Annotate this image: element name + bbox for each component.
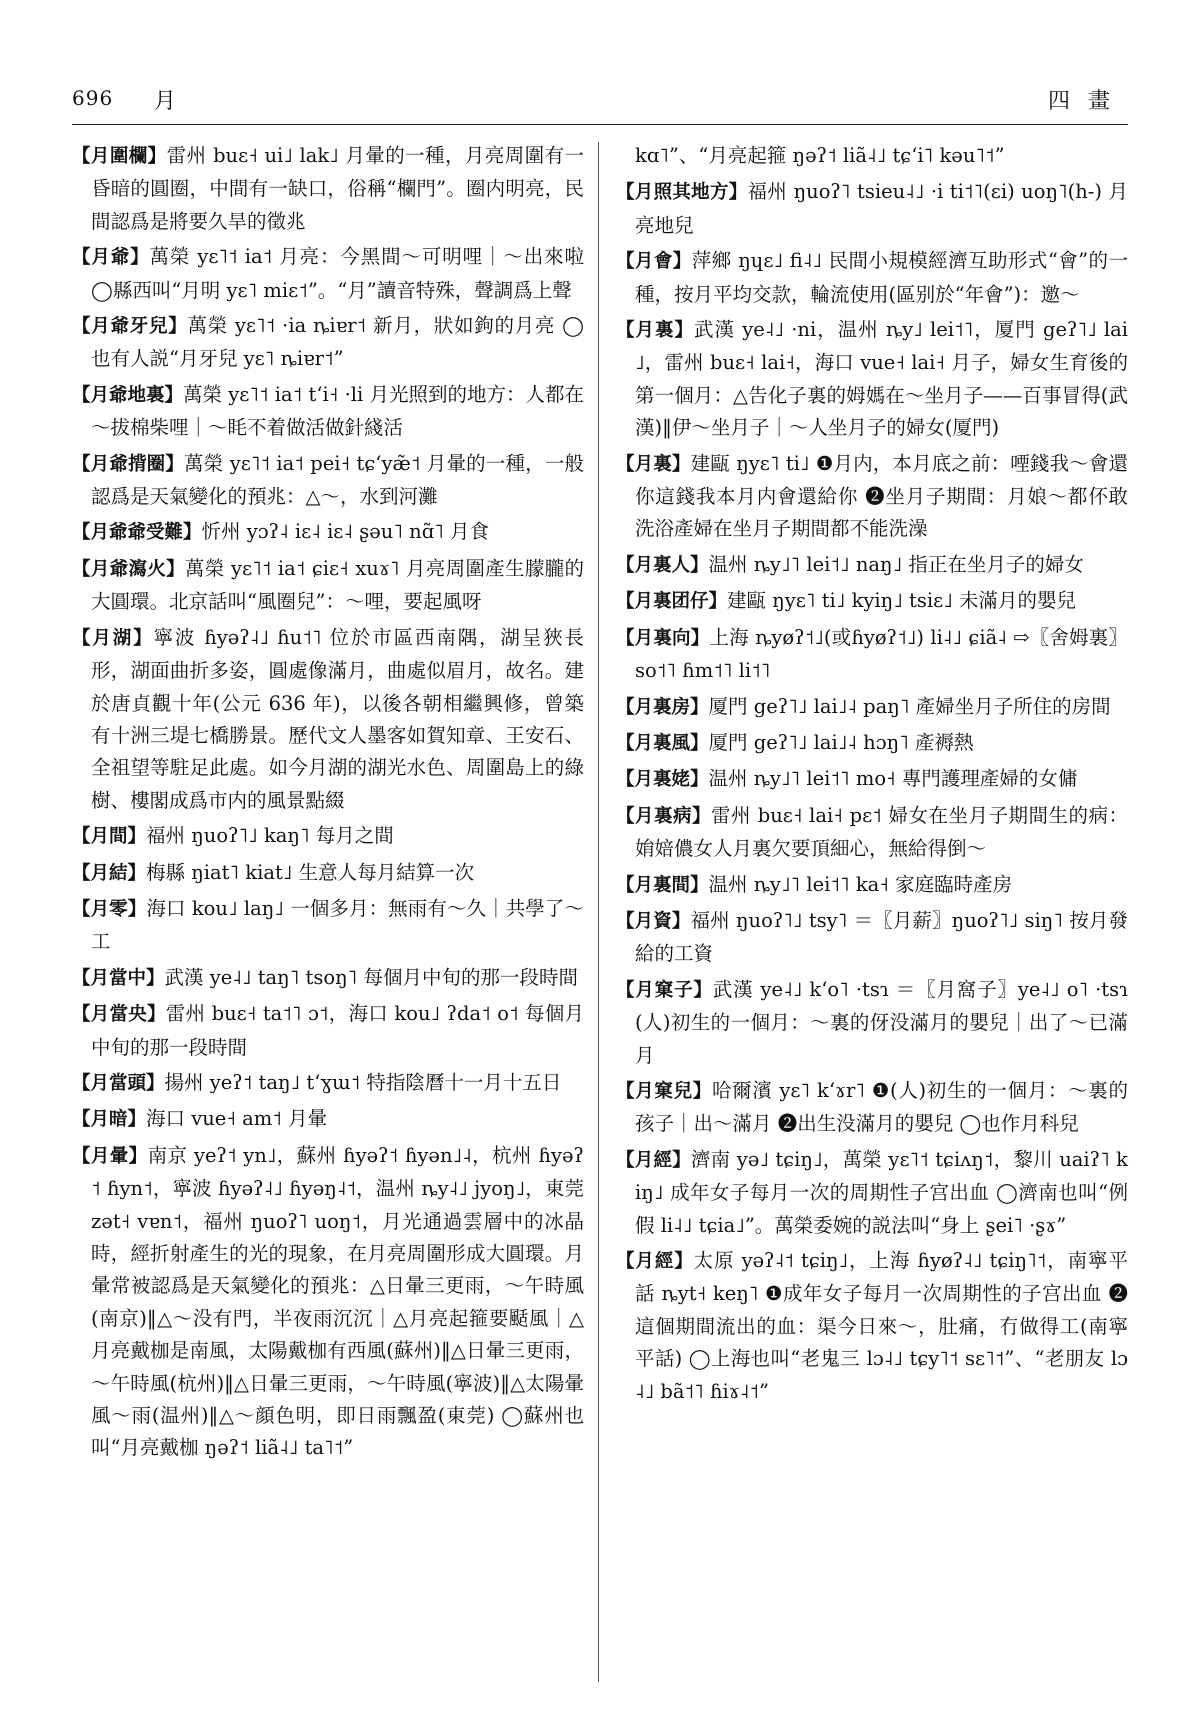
section-label: 四畫 xyxy=(1047,89,1128,114)
entry-headword: 【月經】 xyxy=(616,1251,694,1272)
dictionary-entry xyxy=(616,245,1128,311)
entry-definition: 萍鄉 ŋɥɛ˩ fi˨˩ 民間小規模經濟互助形式“會”的一種，按月平均交款，輪流使用(區别於“年會”)：邀～ xyxy=(635,249,1128,306)
entry-headword: 【月爺地裏】 xyxy=(72,384,184,406)
entry-definition: 太原 yəʔ˨˦ tɕiŋ˩，上海 ɦyøʔ˨˩ tɕiŋ˥˦，南寧平話 ȵyt˧ keŋ˥ ❶成年女子每月一次周期性的子宫出血 ❷這個期間流出的血：渠今日來～，肚痛，冇做得工(南寧平話) ◯上海也叫“老鬼三 lɔ˨˩ tɕy˥˦ sɛ˥˦”、“老朋友 lɔ˨˩ bã˦˥ ɦiɤ˨˦” xyxy=(635,1249,1128,1403)
entry-definition: 寧波 ɦyəʔ˨˩ ɦu˦˥ 位於市區西南隅，湖呈狹長形，湖面曲折多姿，圓處像滿月，曲處似眉月，故名。建於唐貞觀十年(公元 636 年)，以後各朝相繼興修，曾築有十洲三堤七橋勝景。歷代文人墨客如賀知章、王安石、全祖望等駐足此處。如今月湖的湖光水色、周圍島上的綠樹、樓閣成爲市内的風景點綴 xyxy=(91,625,584,812)
entry-headword: 【月暈】 xyxy=(72,1145,148,1167)
entry-definition: 梅縣 ŋiat˥ kiat˩ 生意人每月結算一次 xyxy=(146,860,475,884)
entry-definition: 武漢 ye˨˩ kʻo˥ ·tsɿ ＝〖月窩子〗ye˨˩ o˥ ·tsɿ (人)初生的一個月：～裏的伢没滿月的嬰兒｜出了～已滿月 xyxy=(635,977,1128,1067)
dictionary-entry xyxy=(72,998,584,1064)
right-column xyxy=(616,140,1128,1411)
dictionary-entry xyxy=(72,448,584,514)
entry-definition: 厦門 geʔ˥˩ lai˩˨ paŋ˥ 產婦坐月子所住的房間 xyxy=(708,694,1111,718)
dictionary-entry xyxy=(72,1103,584,1136)
entry-definition: 萬榮 yɛ˥˦ ia˦ ɕiɛ˧ xuɤ˥ 月亮周圍產生朦朧的大圓環。北京話叫“風圈兒”：～哩，要起風呀 xyxy=(91,556,584,614)
entry-definition: 上海 ȵyøʔ˦˩(或ɦyøʔ˦˩) li˨˩ ɕiã˨ ⇨〖舍姆裏〗so˦˥ ɦm˦˥ li˦˥ xyxy=(635,625,1128,683)
left-column xyxy=(72,140,584,1468)
entry-definition: 武漢 ye˨˩ taŋ˥ tsoŋ˥ 每個月中旬的那一段時間 xyxy=(164,965,578,989)
header-rule xyxy=(72,124,1128,125)
entry-definition: 温州 ȵy˩˥ lei˦˥ ka˧ 家庭臨時產房 xyxy=(708,872,1013,896)
dictionary-entry xyxy=(616,140,1128,173)
dictionary-entry xyxy=(616,974,1128,1072)
dictionary-entry xyxy=(72,241,584,307)
dictionary-entry xyxy=(616,869,1128,902)
entry-definition: 雷州 buɛ˧ ta˦˥ ɔ˦，海口 kou˩ ʔda˦ o˦ 每個月中旬的那一段時間 xyxy=(91,1002,584,1059)
entry-headword: 【月裏人】 xyxy=(616,554,709,576)
entry-headword: 【月裏向】 xyxy=(616,627,710,649)
entry-headword: 【月窠兒】 xyxy=(616,1080,712,1102)
entry-definition: 萬榮 yɛ˥˦ ia˦ 月亮：今黑間～可明哩｜～出來啦 ◯縣西叫“月明 yɛ˥ miɛ˦”。“月”讀音特殊，聲調爲上聲 xyxy=(91,245,584,302)
entry-definition: 忻州 yɔʔ˨ iɛ˨ iɛ˨ ʂəu˥ nɑ̃˥ 月食 xyxy=(201,520,490,544)
entry-headword: 【月裏】 xyxy=(616,453,691,475)
entry-headword: 【月資】 xyxy=(616,910,691,932)
dictionary-entry xyxy=(72,516,584,549)
entry-headword: 【月當頭】 xyxy=(72,1072,165,1094)
entry-headword: 【月暗】 xyxy=(72,1109,147,1131)
entry-headword: 【月裏】 xyxy=(616,320,695,342)
entry-headword: 【月圍欄】 xyxy=(72,146,167,167)
entry-definition: 揚州 yeʔ˦ taŋ˩ tʻɣɯ˦ 特指陰曆十一月十五日 xyxy=(164,1070,562,1094)
entry-headword: 【月間】 xyxy=(72,826,147,848)
entry-definition: 温州 ȵy˩˥ lei˦˩ naŋ˩ 指正在坐月子的婦女 xyxy=(708,552,1084,576)
entry-definition: 雷州 buɛ˧ lai˧ pɛ˦ 婦女在坐月子期間生的病：姢婄儂女人月裏欠要頂細心，無給得倒～ xyxy=(635,803,1128,861)
entry-definition: 哈爾濱 yɛ˥ kʻɤr˥ ❶(人)初生的一個月：～裏的孩子｜出～滿月 ❷出生没滿月的嬰兒 ◯也作月科兒 xyxy=(635,1078,1128,1136)
entry-definition: 雷州 buɛ˧ ui˩ lak˩ 月暈的一種，月亮周圍有一昏暗的圓圈，中間有一缺口，俗稱“欄門”。圈内明亮，民間認爲是將要久旱的徵兆 xyxy=(91,144,584,233)
dictionary-entry xyxy=(72,140,584,238)
entry-definition: 福州 ŋuoʔ˥˩ kaŋ˥ 每月之間 xyxy=(146,824,394,848)
dictionary-entry xyxy=(616,176,1128,242)
entry-definition: 武漢 ye˨˩ ·ni，温州 ȵy˩ lei˦˥，厦門 geʔ˥˩ lai˩，雷州 buɛ˧ lai˧，海口 vue˧ lai˧ 月子，婦女生育後的第一個月：△告化子裏的姆媽在～坐月子——百事冒得(武漢)‖伊～坐月子｜～人坐月子的婦女(厦門) xyxy=(635,318,1128,440)
entry-headword: 【月裏風】 xyxy=(616,732,709,754)
page-header xyxy=(72,84,1128,118)
dictionary-entry xyxy=(616,691,1128,724)
entry-definition: 濟南 yə˩ tɕiŋ˩，萬榮 yɛ˥˦ tɕiʌŋ˦，黎川 uaiʔ˥ kiŋ˩ 成年女子每月一次的周期性子宫出血 ◯濟南也叫“例假 li˨˩ tɕia˩”。萬榮委婉的説法叫“身上 ʂei˥ ·ʂɤ” xyxy=(635,1147,1128,1237)
entry-definition: 建甌 ŋyɛ˥ ti˩ ❶月内，本月底之前：㖶錢我～會還你這錢我本月内會還給你 ❷坐月子期間：月娘～都伓敢洗浴產婦在坐月子期間都不能洗澡 xyxy=(635,451,1128,541)
dictionary-entry xyxy=(616,1075,1128,1141)
dictionary-entry xyxy=(72,553,584,619)
dictionary-entry xyxy=(72,379,584,445)
entry-headword: 【月照其地方】 xyxy=(616,182,748,204)
entry-headword: 【月裏間】 xyxy=(616,874,709,896)
entry-headword: 【月會】 xyxy=(616,251,692,273)
entry-headword: 【月爺爺受難】 xyxy=(72,522,202,544)
entry-headword: 【月裏团仔】 xyxy=(616,591,728,613)
entry-headword: 【月結】 xyxy=(72,862,147,884)
entry-headword: 【月當央】 xyxy=(72,1004,166,1026)
entry-headword: 【月爺瀉火】 xyxy=(72,558,185,580)
entry-headword: 【月當中】 xyxy=(72,967,165,989)
entry-definition: 福州 ŋuoʔ˥˩ tsy˥ ＝〖月薪〗ŋuoʔ˥˩ siŋ˥ 按月發給的工資 xyxy=(635,908,1128,966)
dictionary-entry xyxy=(616,585,1128,618)
entry-headword: 【月經】 xyxy=(616,1149,691,1171)
dictionary-entry xyxy=(72,622,584,817)
dictionary-entry xyxy=(72,962,584,995)
dictionary-entry xyxy=(616,1144,1128,1242)
dictionary-entry xyxy=(72,857,584,890)
dictionary-entry xyxy=(72,310,584,376)
entry-definition: 海口 vue˧ am˦ 月暈 xyxy=(146,1107,328,1131)
entry-definition: 南京 yeʔ˦ yn˩，蘇州 ɦyəʔ˦ ɦyən˩˨，杭州 ɦyəʔ˦ ɦyn˦，寧波 ɦyəʔ˨˩ ɦyəŋ˨˦，温州 ȵy˨˩ jyoŋ˩，東莞 zət˧ vɐn˦，福州 ŋuoʔ˥ uoŋ˦，月光通過雲層中的冰晶時，經折射產生的光的現象，在月亮周圍形成大圓環。月暈常被認爲是天氣變化的預兆：△日暈三更雨，～午時風(南京)‖△～没有門，半夜雨沉沉｜△月亮起箍要颳風｜△月亮戴枷是南風，太陽戴枷有西風(蘇州)‖△日暈三更雨，～午時風(杭州)‖△日暈三更雨，～午時風(寧波)‖△太陽暈風～雨(温州)‖△～顔色明，即日雨飄盈(東莞) ◯蘇州也叫“月亮戴枷 ŋəʔ˦ liã˨˩ ta˥˦” xyxy=(91,1143,584,1460)
entry-definition: 厦門 geʔ˥˩ lai˩˨ hɔŋ˥ 產褥熱 xyxy=(708,730,974,754)
entry-definition: 萬榮 yɛ˥˦ ·ia ȵiɐr˦ 新月，狀如鉤的月亮 ◯也有人説“月牙兒 yɛ˥ ȵiɐr˦” xyxy=(91,314,584,371)
entry-headword: 【月裏姥】 xyxy=(616,769,709,791)
header-title: 月 xyxy=(154,89,177,114)
page-number: 696 xyxy=(72,86,114,110)
entry-headword: 【月零】 xyxy=(72,898,147,920)
dictionary-entry xyxy=(72,1067,584,1100)
dictionary-entry xyxy=(616,727,1128,760)
dictionary-entry xyxy=(616,763,1128,796)
entry-headword: 【月窠子】 xyxy=(616,979,713,1001)
dictionary-entry xyxy=(616,1245,1128,1408)
dictionary-entry xyxy=(616,905,1128,971)
entry-definition: 萬榮 yɛ˥˦ ia˦ tʻi˧ ·li 月光照到的地方：人都在～拔棉柴哩｜～眊不着做活做針綫活 xyxy=(91,382,584,440)
dictionary-entry xyxy=(616,448,1128,546)
entry-headword: 【月爺揹圈】 xyxy=(72,453,185,475)
dictionary-entry xyxy=(616,622,1128,688)
column-divider xyxy=(598,142,599,1682)
dictionary-entry xyxy=(72,893,584,959)
entry-headword: 【月爺】 xyxy=(72,247,150,269)
dictionary-entry xyxy=(616,800,1128,866)
entry-headword: 【月裏病】 xyxy=(616,805,712,827)
entry-definition: 萬榮 yɛ˥˦ ia˦ pei˧ tɕʻyæ̃˦ 月暈的一種，一般認爲是天氣變化的預兆：△～，水到河灘 xyxy=(91,451,584,509)
entry-definition: 海口 kou˩ laŋ˩ 一個多月：無雨有～久｜共學了～工 xyxy=(91,896,584,954)
dictionary-entry xyxy=(72,1140,584,1465)
dictionary-entry xyxy=(616,549,1128,582)
entry-definition: 建甌 ŋyɛ˥ ti˩ kyiŋ˩ tsiɛ˩ 未滿月的嬰兒 xyxy=(727,589,1077,613)
entry-definition: 福州 ŋuoʔ˥ tsieu˨˩ ·i ti˦˥(ɛi) uoŋ˥(h-) 月亮地兒 xyxy=(635,180,1128,237)
entry-definition: kɑ˥”、“月亮起箍 ŋəʔ˦ liã˨˩ tɕʻi˥ kəu˥˦” xyxy=(635,144,1005,167)
dictionary-entry xyxy=(72,820,584,853)
entry-headword: 【月湖】 xyxy=(72,627,154,649)
dictionary-entry xyxy=(616,314,1128,445)
entry-headword: 【月裏房】 xyxy=(616,696,709,718)
entry-headword: 【月爺牙兒】 xyxy=(72,316,188,338)
entry-definition: 温州 ȵy˩˥ lei˦˥ mo˧ 專門護理產婦的女傭 xyxy=(708,767,1078,791)
